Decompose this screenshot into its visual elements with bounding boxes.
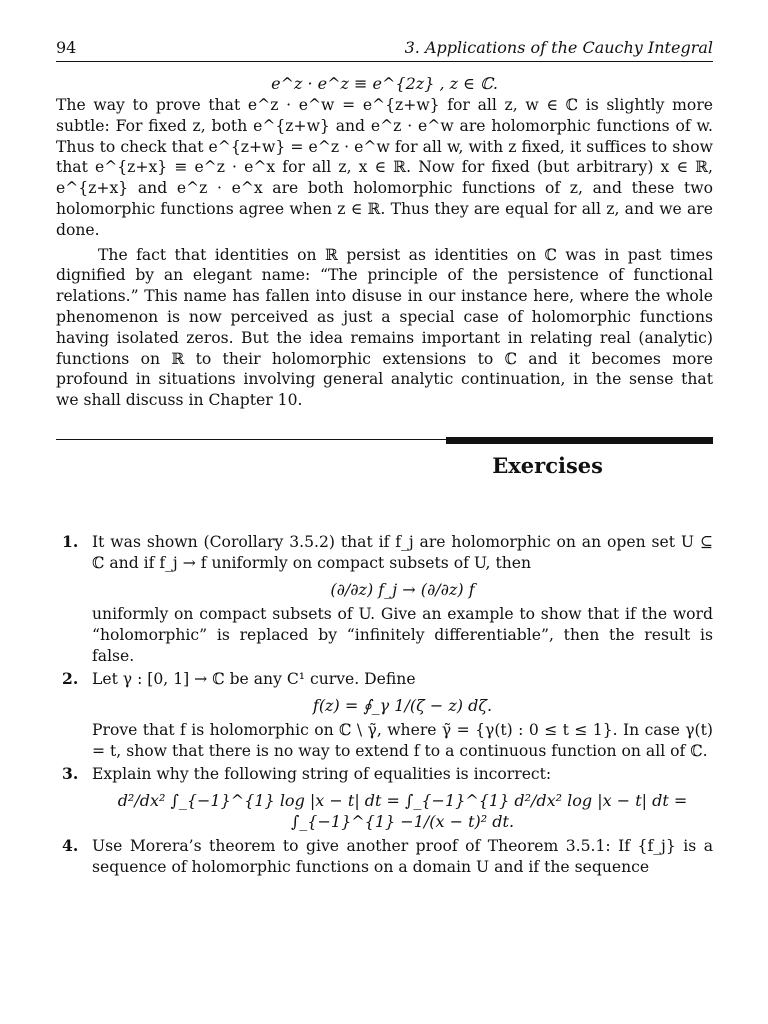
exercise-text: It was shown (Corollary 3.5.2) that if f_j are holomorphic on an open set U ⊆ ℂ and if f_j → f uniformly on compact subsets of U, then: [92, 532, 713, 572]
exercise-display-equation: (∂/∂z) f_j → (∂/∂z) f: [330, 579, 475, 599]
section-divider: [56, 437, 713, 445]
exercise-display-equation: f(z) = ∮_γ 1/(ζ − z) dζ.: [312, 695, 493, 715]
page-number: 94: [56, 38, 77, 57]
exercise-item: [56, 836, 713, 878]
exercise-text: Explain why the following string of equalities is incorrect:: [92, 764, 552, 783]
exercise-list: [56, 532, 713, 878]
exercise-display-equation: d²/dx² ∫_{−1}^{1} log |x − t| dt = ∫_{−1}^{1} d²/dx² log |x − t| dt = ∫_{−1}^{1} −1/(x − t)² dt.: [117, 790, 688, 831]
exercise-item: [56, 532, 713, 667]
exercise-number: 2.: [62, 668, 79, 688]
paragraph-persistence-principle: The fact that identities on ℝ persist as identities on ℂ was in past times dignified by an elegant name: “The principle of the persistence of functional relations.” This name has fallen into disuse in our instance here, where the whole phenomenon is now perceived as just a special case of holomorphic functions having isolated zeros. But the idea remains important in relating real (analytic) functions on ℝ to their holomorphic extensions to ℂ and it becomes more profound in situations involving general analytic continuation, in the sense that we shall discuss in Chapter 10.: [56, 245, 713, 410]
exercises-heading: Exercises: [492, 452, 603, 478]
equation-exp-square: e^z · e^z ≡ e^{2z} , z ∈ ℂ.: [271, 74, 498, 93]
exercise-number: 1.: [62, 531, 79, 551]
running-header: [56, 38, 713, 62]
exercise-item: [56, 669, 713, 762]
divider-thick-bar: [446, 437, 713, 444]
exercise-text-continued: uniformly on compact subsets of U. Give an example to show that if the word “holomorphic” is replaced by “infinitely differentiable”, then the result is false.: [92, 605, 713, 665]
exercise-text: Use Morera’s theorem to give another proof of Theorem 3.5.1: If {f_j} is a sequence of holomorphic functions on a domain U and if the sequence: [92, 837, 713, 877]
book-page: [56, 38, 713, 880]
exercise-number: 3.: [62, 763, 79, 783]
exercise-text-continued: Prove that f is holomorphic on ℂ \ γ̃, where γ̃ = {γ(t) : 0 ≤ t ≤ 1}. In case γ(t) = t, show that there is no way to extend f to a continuous function on all of ℂ.: [92, 721, 713, 761]
divider-thin-line: [56, 439, 446, 440]
exercise-item: [56, 764, 713, 832]
exercise-number: 4.: [62, 836, 79, 856]
paragraph-exp-proof: The way to prove that e^z · e^w = e^{z+w} for all z, w ∈ ℂ is slightly more subtle: For fixed z, both e^{z+w} and e^z · e^w are holomorphic functions of w. Thus to check that e^{z+w} = e^z · e^w for all w, with z fixed, it suffices to show that e^{z+x} ≡ e^z · e^x for all z, x ∈ ℝ. Now for fixed (but arbitrary) x ∈ ℝ, e^{z+x} and e^z · e^x are both holomorphic functions of z, and these two holomorphic functions agree when z ∈ ℝ. Thus they are equal for all z, and we are done.: [56, 96, 713, 239]
chapter-title: 3. Applications of the Cauchy Integral: [404, 38, 713, 57]
exercise-text: Let γ : [0, 1] → ℂ be any C¹ curve. Define: [92, 669, 416, 688]
